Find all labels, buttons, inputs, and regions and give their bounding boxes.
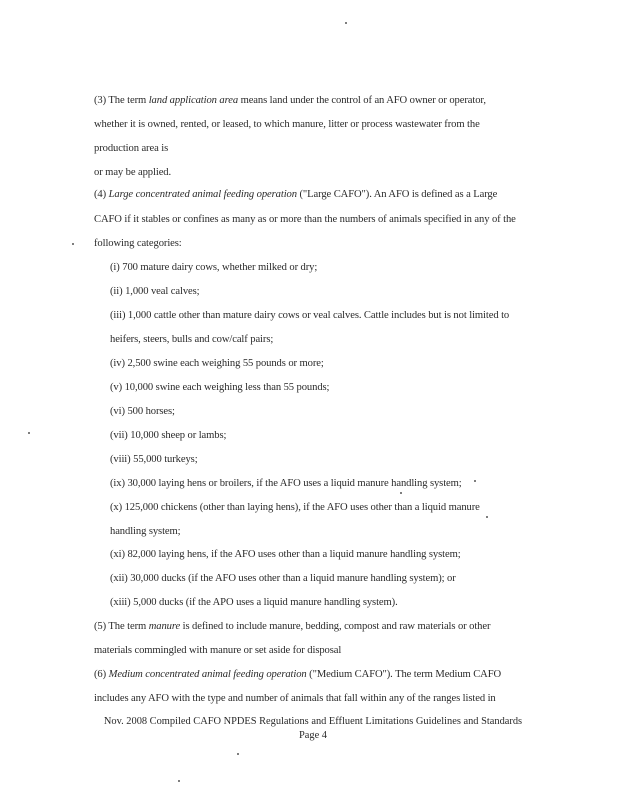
p3-line-4: or may be applied. bbox=[94, 167, 172, 178]
p4-item: (iv) 2,500 swine each weighing 55 pounds or more; bbox=[110, 358, 324, 369]
p4-line-1 bbox=[94, 188, 497, 201]
footer-title: Nov. 2008 Compiled CAFO NPDES Regulations and Effluent Limitations Guidelines and Standards bbox=[103, 716, 523, 727]
p4-item: (xiii) 5,000 ducks (if the APO uses a liquid manure handling system). bbox=[110, 597, 398, 608]
p5-term: manure bbox=[148, 621, 181, 632]
p4-item: (vii) 10,000 sheep or lambs; bbox=[110, 430, 227, 441]
p6-term: Medium concentrated animal feeding operation bbox=[108, 669, 307, 680]
p3-term: land application area bbox=[148, 95, 239, 106]
p5-lead: (5) The term bbox=[94, 621, 149, 632]
p3-line-2: whether it is owned, rented, or leased, to which manure, litter or process wastewater from the bbox=[94, 119, 480, 130]
scan-speck bbox=[72, 243, 74, 245]
p4-item: (x) 125,000 chickens (other than laying hens), if the AFO uses other than a liquid manure bbox=[110, 502, 480, 513]
scan-speck bbox=[474, 480, 476, 482]
p4-item: (i) 700 mature dairy cows, whether milked or dry; bbox=[110, 262, 318, 273]
p6-line-1 bbox=[94, 668, 501, 681]
p3-line-3: production area is bbox=[94, 143, 169, 154]
p6-lead: (6) bbox=[94, 669, 109, 680]
p5-line-1-rest: is defined to include manure, bedding, compost and raw materials or other bbox=[180, 621, 491, 632]
p4-term: Large concentrated animal feeding operation bbox=[108, 189, 297, 200]
scan-speck bbox=[237, 753, 239, 755]
scan-speck bbox=[28, 432, 30, 434]
scan-speck bbox=[345, 22, 347, 24]
p4-item: (ii) 1,000 veal calves; bbox=[110, 286, 200, 297]
p4-item: (viii) 55,000 turkeys; bbox=[110, 454, 198, 465]
footer-page-number: Page 4 bbox=[299, 730, 327, 741]
p4-item: (vi) 500 horses; bbox=[110, 406, 175, 417]
scan-speck bbox=[400, 492, 402, 494]
p3-lead: (3) The term bbox=[94, 95, 149, 106]
p4-line-3: following categories: bbox=[94, 238, 182, 249]
p4-item: heifers, steers, bulls and cow/calf pairs; bbox=[110, 334, 274, 345]
p5-line-2: materials commingled with manure or set aside for disposal bbox=[94, 645, 342, 656]
p4-line-1-rest: ("Large CAFO"). An AFO is defined as a Large bbox=[296, 189, 498, 200]
p4-item: (ix) 30,000 laying hens or broilers, if the AFO uses a liquid manure handling system; bbox=[110, 478, 462, 489]
p3-line-1 bbox=[94, 94, 486, 107]
scan-speck bbox=[178, 780, 180, 782]
p4-line-2: CAFO if it stables or confines as many as or more than the numbers of animals specified in any of the bbox=[94, 214, 516, 225]
p4-item: (xi) 82,000 laying hens, if the AFO uses other than a liquid manure handling system; bbox=[110, 549, 461, 560]
p6-line-2: includes any AFO with the type and number of animals that fall within any of the ranges listed in bbox=[94, 693, 496, 704]
p4-item: handling system; bbox=[110, 526, 181, 537]
p3-line-1-rest: means land under the control of an AFO owner or operator, bbox=[238, 95, 486, 106]
p4-item: (v) 10,000 swine each weighing less than 55 pounds; bbox=[110, 382, 330, 393]
p4-item: (xii) 30,000 ducks (if the AFO uses other than a liquid manure handling system); or bbox=[110, 573, 456, 584]
scan-speck bbox=[486, 516, 488, 518]
p5-line-1 bbox=[94, 620, 490, 633]
p4-lead: (4) bbox=[94, 189, 109, 200]
p4-item: (iii) 1,000 cattle other than mature dairy cows or veal calves. Cattle includes but is not limited to bbox=[110, 310, 510, 321]
p6-line-1-rest: ("Medium CAFO"). The term Medium CAFO bbox=[306, 669, 502, 680]
